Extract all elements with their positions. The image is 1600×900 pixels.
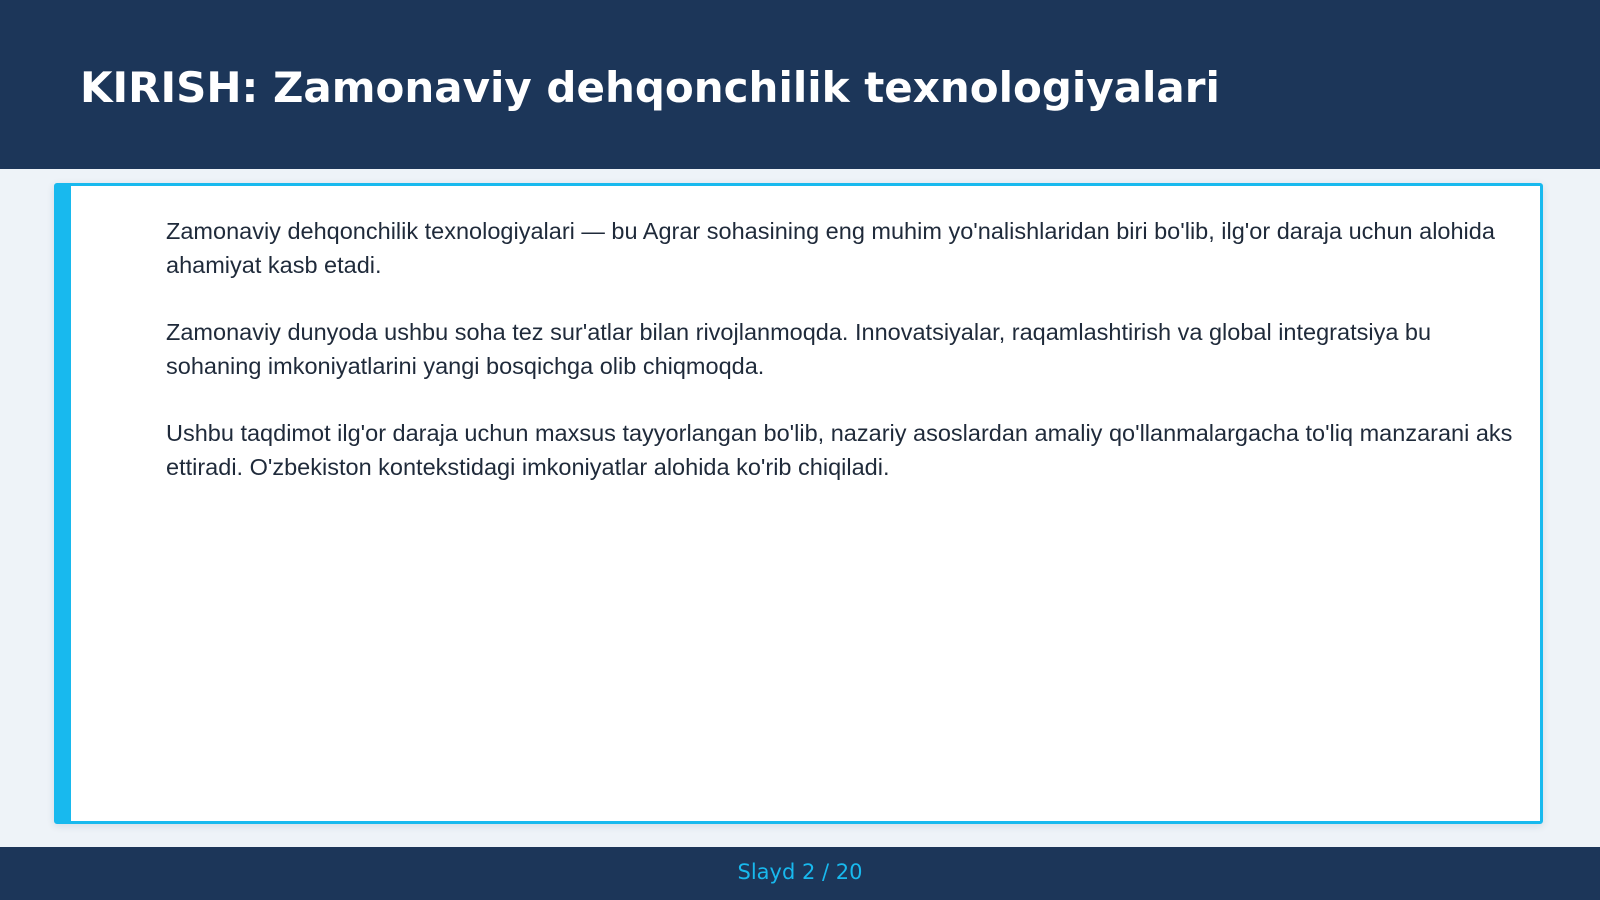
content-card [54, 183, 1543, 824]
paragraph-presentation: Ushbu taqdimot ilg'or daraja uchun maxsus tayyorlangan bo'lib, nazariy asoslardan amaliy qo'llanmalargacha to'liq manzarani aks ettiradi. O'zbekiston kontekstidagi imkoniyatlar alohida ko'rib chiqiladi. [166, 420, 1513, 480]
paragraph-intro: Zamonaviy dehqonchilik texnologiyalari — bu Agrar sohasining eng muhim yo'nalishlaridan biri bo'lib, ilg'or daraja uchun alohida ahamiyat kasb etadi. [166, 218, 1495, 278]
slide-header [0, 0, 1600, 169]
paragraph-development: Zamonaviy dunyoda ushbu soha tez sur'atlar bilan rivojlanmoqda. Innovatsiyalar, raqamlashtirish va global integratsiya bu sohaning imkoniyatlarini yangi bosqichga olib chiqmoqda. [166, 319, 1432, 379]
slide-title: KIRISH: Zamonaviy dehqonchilik texnologiyalari [80, 63, 1220, 112]
content-body [166, 214, 1531, 517]
slide-counter: Slayd 2 / 20 [737, 859, 863, 884]
slide-footer [0, 847, 1600, 900]
